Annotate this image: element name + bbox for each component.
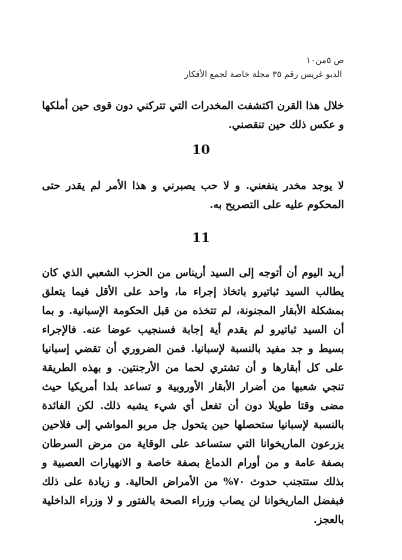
paragraph-text: لا يوجد مخدر ينفعني. و لا حب يصبرني و هذا الأمر لم يقدر حتى المحكوم عليه على التصريح به. — [42, 180, 344, 211]
paragraph-text: أريد اليوم أن أتوجه إلى السيد أريناس من الحزب الشعبي الذي كان يطالب السيد ثباتيرو باتخاذ إجراء ما، واحد على الأقل فيما يتعلق بمشكلة الأبقار المجنونة، لم تتخذه من قبل الحكومة الإسبانية. و بما أن السيد ثباتيرو لم يقدم أية إجابة فسنجيب عوضا عنه. فالإجراء بسيط و جد مفيد بالنسبة لإسبانيا. فمن الضروري أن تقضي إسبانيا على كل أبقارها و أن تشتري لحما من الأرجنتين. و بهذه الطريقة تنجي شعبها من أضرار الأبقار الأوروبية و تساعد بلدا أمريكيا حيث مضى وقتا طويلا دون أن تفعل أي شيء يشبه ذلك. لكن الفائدة بالنسبة لإسبانيا ستحصلها حين يتحول جل مربو المواشي إلى فلاحين يزرعون الماريخوانا التي ستساعد على الوقاية من مرض السرطان بصفة عامة و من أورام الدماغ بصفة خاصة و الانهيارات العصبية و بذلك ستتجنب حدوث ٧٠% من الأمراض الحالية. و زيادة على ذلك فبفضل الماريخوانا لن يصاب وزراء الصحة بالفتور و لا وزراء الداخلية بالعجز. — [42, 267, 344, 526]
section-number-11: 11 — [191, 231, 211, 246]
paragraph-text: خلال هذا القرن اكتشفت المخدرات التي تتركني دون قوى حين أملكها و عكس ذلك حين تنقصني. — [42, 100, 344, 131]
section-number-10: 10 — [191, 143, 211, 158]
page-number: ص ٥من١٠ — [306, 56, 344, 66]
section-paragraph-11 — [42, 264, 344, 530]
running-head: الدبو غريس رقم ٣٥ مجلة خاصة لجمع الأفكار — [184, 70, 342, 80]
section-paragraph-1 — [42, 97, 344, 135]
section-paragraph-10 — [42, 177, 344, 215]
